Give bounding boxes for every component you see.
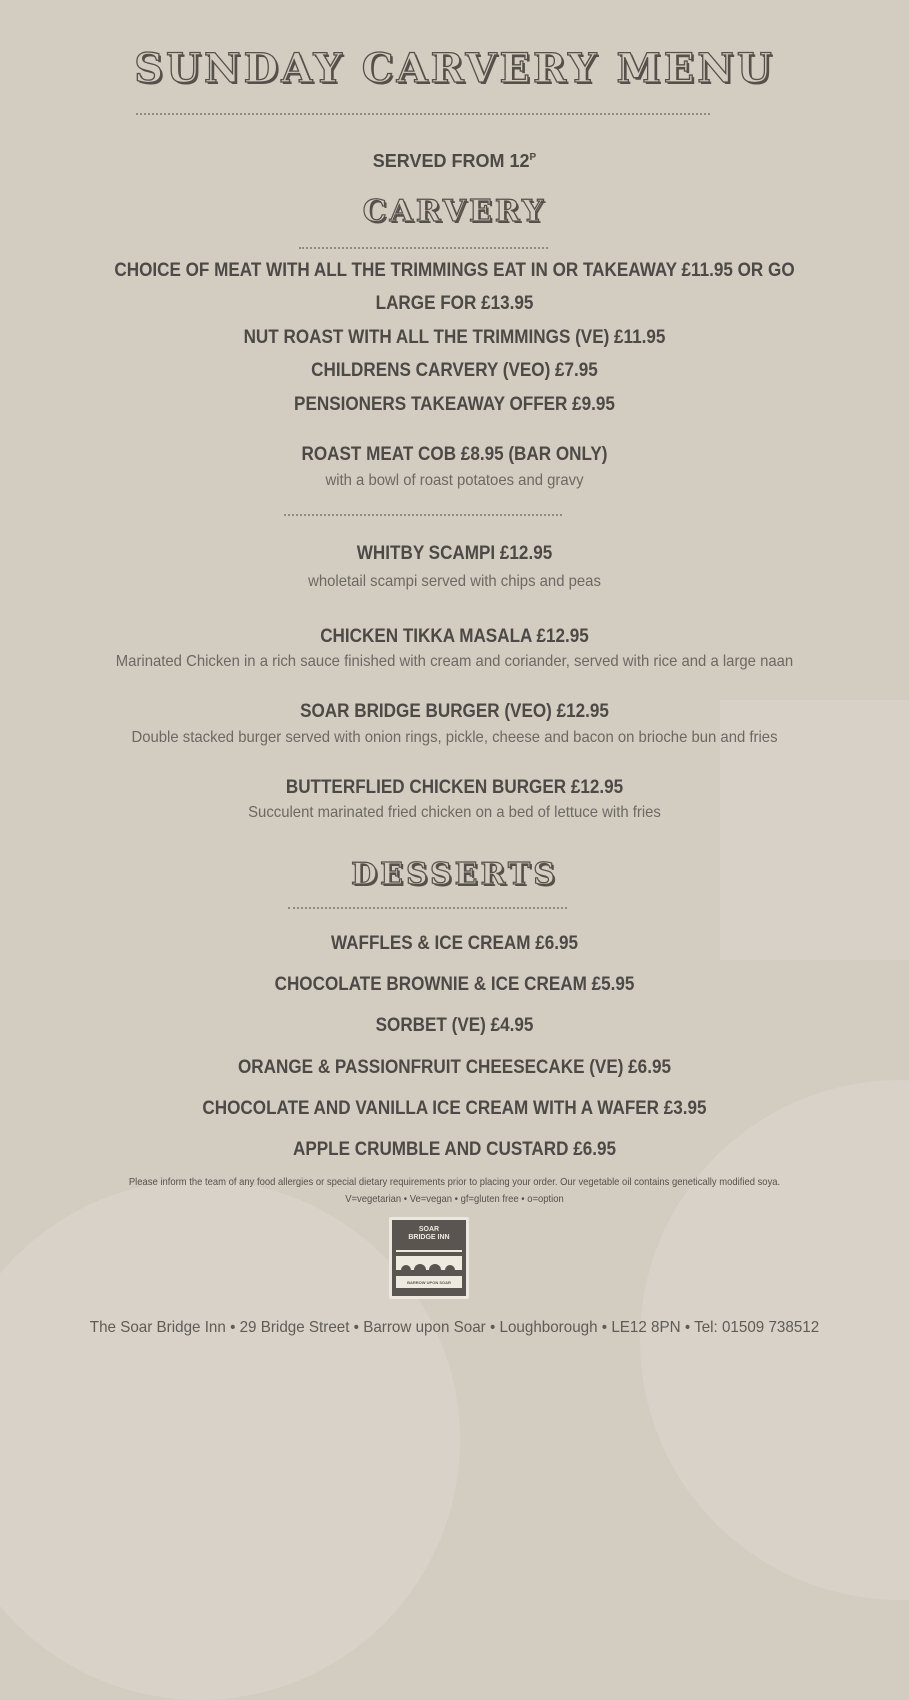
main-item-chicken-burger-desc: Succulent marinated fried chicken on a bed of lettuce with fries (248, 804, 661, 821)
dessert-item: ORANGE & PASSIONFRUIT CHEESECAKE (VE) £6.95 (238, 1057, 671, 1078)
carvery-item-meat-line1: CHOICE OF MEAT WITH ALL THE TRIMMINGS EAT IN OR TAKEAWAY £11.95 OR GO (114, 260, 795, 281)
inn-logo-subtext: BARROW UPON SOAR (407, 1280, 451, 1285)
inn-logo (389, 1217, 469, 1299)
title-divider (136, 113, 710, 115)
main-item-tikka-desc: Marinated Chicken in a rich sauce finished with cream and coriander, served with rice and a large naan (115, 653, 794, 670)
carvery-item-childrens: CHILDRENS CARVERY (VEO) £7.95 (311, 360, 598, 381)
carvery-item-pensioners: PENSIONERS TAKEAWAY OFFER £9.95 (294, 394, 615, 415)
main-item-chicken-burger: BUTTERFLIED CHICKEN BURGER £12.95 (285, 777, 624, 798)
desserts-divider (288, 907, 567, 909)
carvery-heading: CARVERY (362, 194, 547, 229)
dessert-item: SORBET (VE) £4.95 (375, 1015, 534, 1036)
main-item-soar-burger-desc: Double stacked burger served with onion rings, pickle, cheese and bacon on brioche bun and fries (131, 729, 778, 746)
carvery-item-roast-cob-desc: with a bowl of roast potatoes and gravy (325, 472, 584, 489)
dessert-item: APPLE CRUMBLE AND CUSTARD £6.95 (292, 1139, 617, 1160)
inn-logo-panel (392, 1220, 466, 1296)
carvery-item-nut-roast: NUT ROAST WITH ALL THE TRIMMINGS (VE) £11.95 (243, 327, 666, 348)
carvery-item-roast-cob: ROAST MEAT COB £8.95 (BAR ONLY) (301, 444, 608, 465)
carvery-divider (299, 247, 548, 249)
main-item-scampi: WHITBY SCAMPI £12.95 (356, 543, 553, 564)
main-item-soar-burger: SOAR BRIDGE BURGER (VEO) £12.95 (300, 701, 609, 722)
inn-logo-text: SOAR BRIDGE INN (408, 1226, 450, 1241)
main-item-scampi-desc: wholetail scampi served with chips and peas (308, 573, 601, 590)
dietary-key: V=vegetarian • Ve=vegan • gf=gluten free • o=option (345, 1193, 564, 1205)
carvery-item-meat-line2: LARGE FOR £13.95 (375, 293, 534, 314)
served-from-text (0, 146, 909, 173)
dessert-item: CHOCOLATE AND VANILLA ICE CREAM WITH A WAFER £3.95 (202, 1098, 707, 1119)
main-item-tikka: CHICKEN TIKKA MASALA £12.95 (320, 626, 589, 647)
menu-title: SUNDAY CARVERY MENU (134, 45, 775, 92)
dessert-item: WAFFLES & ICE CREAM £6.95 (330, 933, 579, 954)
served-time: SERVED FROM 12 (372, 151, 530, 171)
served-time-suffix: P (529, 152, 537, 163)
footer-address: The Soar Bridge Inn • 29 Bridge Street • Barrow upon Soar • Loughborough • LE12 8PN • Tel: 01509 738512 (89, 1319, 820, 1336)
allergy-note: Please inform the team of any food allergies or special dietary requirements prior to placing your order. Our vegetable oil contains genetically modified soya. (128, 1176, 781, 1188)
desserts-heading: DESSERTS (351, 857, 558, 892)
mains-divider (284, 514, 562, 516)
dessert-item: CHOCOLATE BROWNIE & ICE CREAM £5.95 (274, 974, 635, 995)
